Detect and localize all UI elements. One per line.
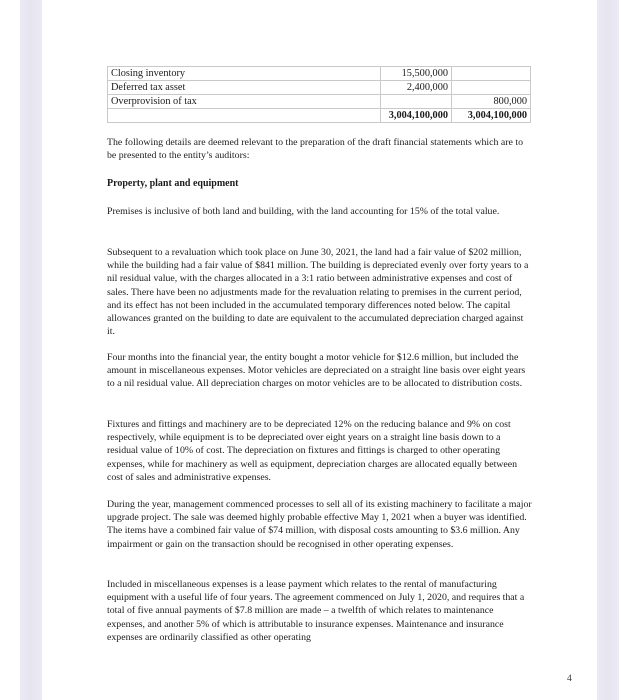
row-label: Overprovision of tax [108,95,381,109]
document-page [42,0,597,700]
table-total-row [108,109,531,123]
credit-cell [452,81,531,95]
paragraph-premises: Premises is inclusive of both land and building, with the land accounting for 15% of the total value. [107,206,500,217]
page-number: 4 [567,674,572,684]
credit-cell: 800,000 [452,95,531,109]
paragraph-revaluation: Subsequent to a revaluation which took place on June 30, 2021, the land had a fair value of $202 million, while the building had a fair value of $841 million. The building is depreciated evenly over forty years to a nil residual value, with the charges allocated in a 3:1 ratio between administrative expenses and cost of sales. There have been no adjustments made for the revaluation relating to premises in the current period, and its effect has not been included in the accumulated temporary differences noted below. The capital allowances granted on the building to date are equivalent to the accumulated depreciation charged against it. [107,247,529,338]
total-debit: 3,004,100,000 [381,109,452,123]
total-label [108,109,381,123]
paragraph-motor-vehicle: Four months into the financial year, the entity bought a motor vehicle for $12.6 million, but included the amount in miscellaneous expenses. Motor vehicles are depreciated on a straight line basis over eight years to a nil residual value. All depreciation charges on motor vehicles are to be allocated to distribution costs. [107,352,526,390]
trial-balance-table [107,66,531,123]
credit-cell [452,67,531,81]
table-row [108,67,531,81]
right-gutter-scrollbar[interactable] [597,0,619,700]
paragraph-machinery-sale: During the year, management commenced processes to sell all of its existing machinery to facilitate a major upgrade project. The sale was deemed highly probable effective May 1, 2021 when a buyer was identified. The items have a combined fair value of $74 million, with disposal costs amounting to $3.6 million. Any impairment or gain on the transaction should be recognised in other operating expenses. [107,499,532,550]
debit-cell: 2,400,000 [381,81,452,95]
paragraph-depreciation: Fixtures and fittings and machinery are to be depreciated 12% on the reducing balance and 9% on cost respectively, while equipment is to be depreciated over eight years on a straight line basis down to a residual value of 10% of cost. The depreciation on fixtures and fittings is charged to other operating expenses, while for machinery as well as equipment, depreciation charges are allocated equally between cost of sales and administrative expenses. [107,419,518,483]
paragraph-lease: Included in miscellaneous expenses is a lease payment which relates to the rental of manufacturing equipment with a useful life of four years. The agreement commenced on July 1, 2020, and requires that a total of five annual payments of $7.8 million are made – a twelfth of which relates to maintenance expenses, and another 5% of which is attributable to insurance expenses. Maintenance and insurance expenses are ordinarily classified as other operating [107,579,525,643]
row-label: Closing inventory [108,67,381,81]
total-credit: 3,004,100,000 [452,109,531,123]
table-row [108,81,531,95]
debit-cell: 15,500,000 [381,67,452,81]
left-gutter [20,0,42,700]
section-heading: Property, plant and equipment [107,178,239,189]
intro-paragraph: The following details are deemed relevant to the preparation of the draft financial statements which are to be presented to the entity’s auditors: [107,137,524,162]
table-row [108,95,531,109]
debit-cell [381,95,452,109]
row-label: Deferred tax asset [108,81,381,95]
